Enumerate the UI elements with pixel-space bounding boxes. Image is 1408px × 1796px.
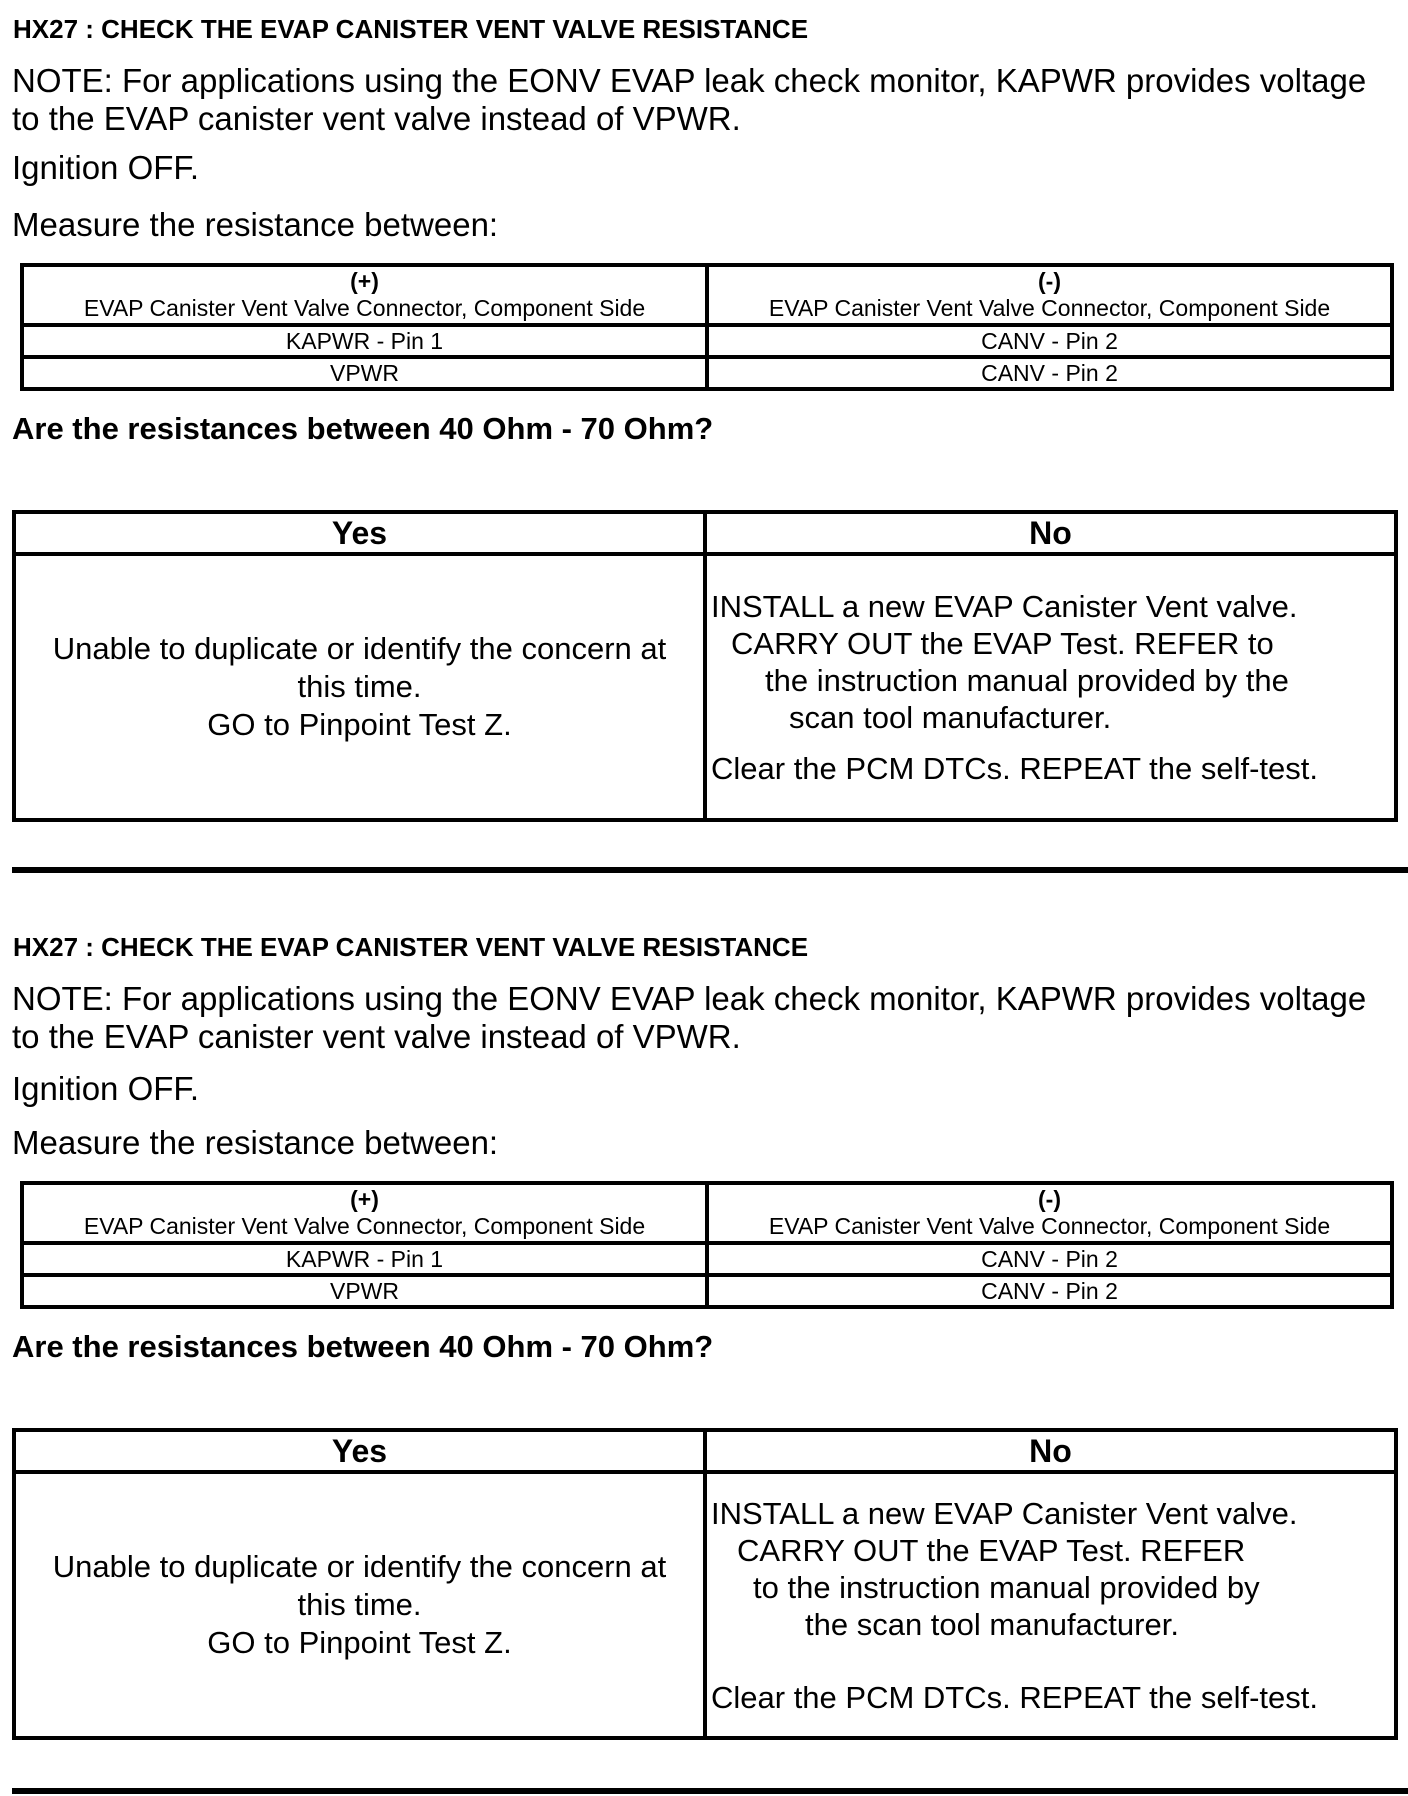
yes-line: GO to Pinpoint Test Z. [207,1625,512,1660]
no-header: No [705,512,1396,554]
yes-line: this time. [297,1587,422,1622]
positive-connector: EVAP Canister Vent Valve Connector, Component Side [83,295,646,321]
positive-connector: EVAP Canister Vent Valve Connector, Component Side [83,1213,646,1239]
table-cell: KAPWR - Pin 1 [22,1243,707,1275]
no-line: the scan tool manufacturer. [805,1606,1179,1642]
positive-header [22,265,707,325]
negative-connector: EVAP Canister Vent Valve Connector, Component Side [768,1213,1331,1239]
yes-action [14,554,705,820]
positive-header [22,1183,707,1243]
table-cell: CANV - Pin 2 [707,1275,1392,1307]
yes-line: GO to Pinpoint Test Z. [207,707,512,742]
step-title: HX27 : CHECK THE EVAP CANISTER VENT VALVE RESISTANCE [13,932,809,962]
no-header: No [705,1430,1396,1472]
no-action [705,1472,1396,1738]
measure-instruction: Measure the resistance between: [12,206,499,243]
table-row [22,357,1392,389]
section-divider [12,1788,1408,1794]
note-text: NOTE: For applications using the EONV EVAP leak check monitor, KAPWR provides voltage to the EVAP canister vent valve instead of VPWR. [12,62,1367,137]
table-cell: VPWR [22,1275,707,1307]
table-cell: VPWR [22,357,707,389]
yes-no-table [12,1428,1398,1740]
note-text: NOTE: For applications using the EONV EVAP leak check monitor, KAPWR provides voltage to the EVAP canister vent valve instead of VPWR. [12,980,1367,1055]
no-line: the instruction manual provided by the [765,662,1289,698]
no-line: CARRY OUT the EVAP Test. REFER to [731,625,1274,661]
no-line: Clear the PCM DTCs. REPEAT the self-test. [711,750,1318,786]
no-line: to the instruction manual provided by [753,1569,1260,1605]
measurement-table [20,263,1394,391]
positive-sign: (+) [350,268,379,294]
yes-action [14,1472,705,1738]
yes-line: Unable to duplicate or identify the concern at [52,631,667,666]
table-cell: KAPWR - Pin 1 [22,325,707,357]
table-row [22,325,1392,357]
measure-instruction: Measure the resistance between: [12,1124,499,1161]
table-cell: CANV - Pin 2 [707,1243,1392,1275]
ignition-instruction: Ignition OFF. [12,1070,200,1107]
yes-no-table [12,510,1398,822]
no-line: INSTALL a new EVAP Canister Vent valve. [711,588,1298,624]
ignition-instruction: Ignition OFF. [12,149,200,186]
table-cell: CANV - Pin 2 [707,325,1392,357]
no-line: Clear the PCM DTCs. REPEAT the self-test. [711,1679,1318,1715]
no-line: CARRY OUT the EVAP Test. REFER [737,1532,1246,1568]
negative-header [707,1183,1392,1243]
no-line: INSTALL a new EVAP Canister Vent valve. [711,1495,1298,1531]
yes-header: Yes [14,512,705,554]
yes-line: Unable to duplicate or identify the concern at [52,1549,667,1584]
yes-line: this time. [297,669,422,704]
table-cell: CANV - Pin 2 [707,357,1392,389]
step-title: HX27 : CHECK THE EVAP CANISTER VENT VALVE RESISTANCE [13,14,809,44]
negative-connector: EVAP Canister Vent Valve Connector, Component Side [768,295,1331,321]
question-text: Are the resistances between 40 Ohm - 70 Ohm? [12,411,714,446]
table-row [22,1243,1392,1275]
table-row [22,1275,1392,1307]
no-line: scan tool manufacturer. [789,699,1112,735]
negative-header [707,265,1392,325]
question-text: Are the resistances between 40 Ohm - 70 Ohm? [12,1329,714,1364]
negative-sign: (-) [1038,268,1061,294]
negative-sign: (-) [1038,1186,1061,1212]
section-divider [12,867,1408,873]
measurement-table [20,1181,1394,1309]
no-action [705,554,1396,820]
yes-header: Yes [14,1430,705,1472]
positive-sign: (+) [350,1186,379,1212]
